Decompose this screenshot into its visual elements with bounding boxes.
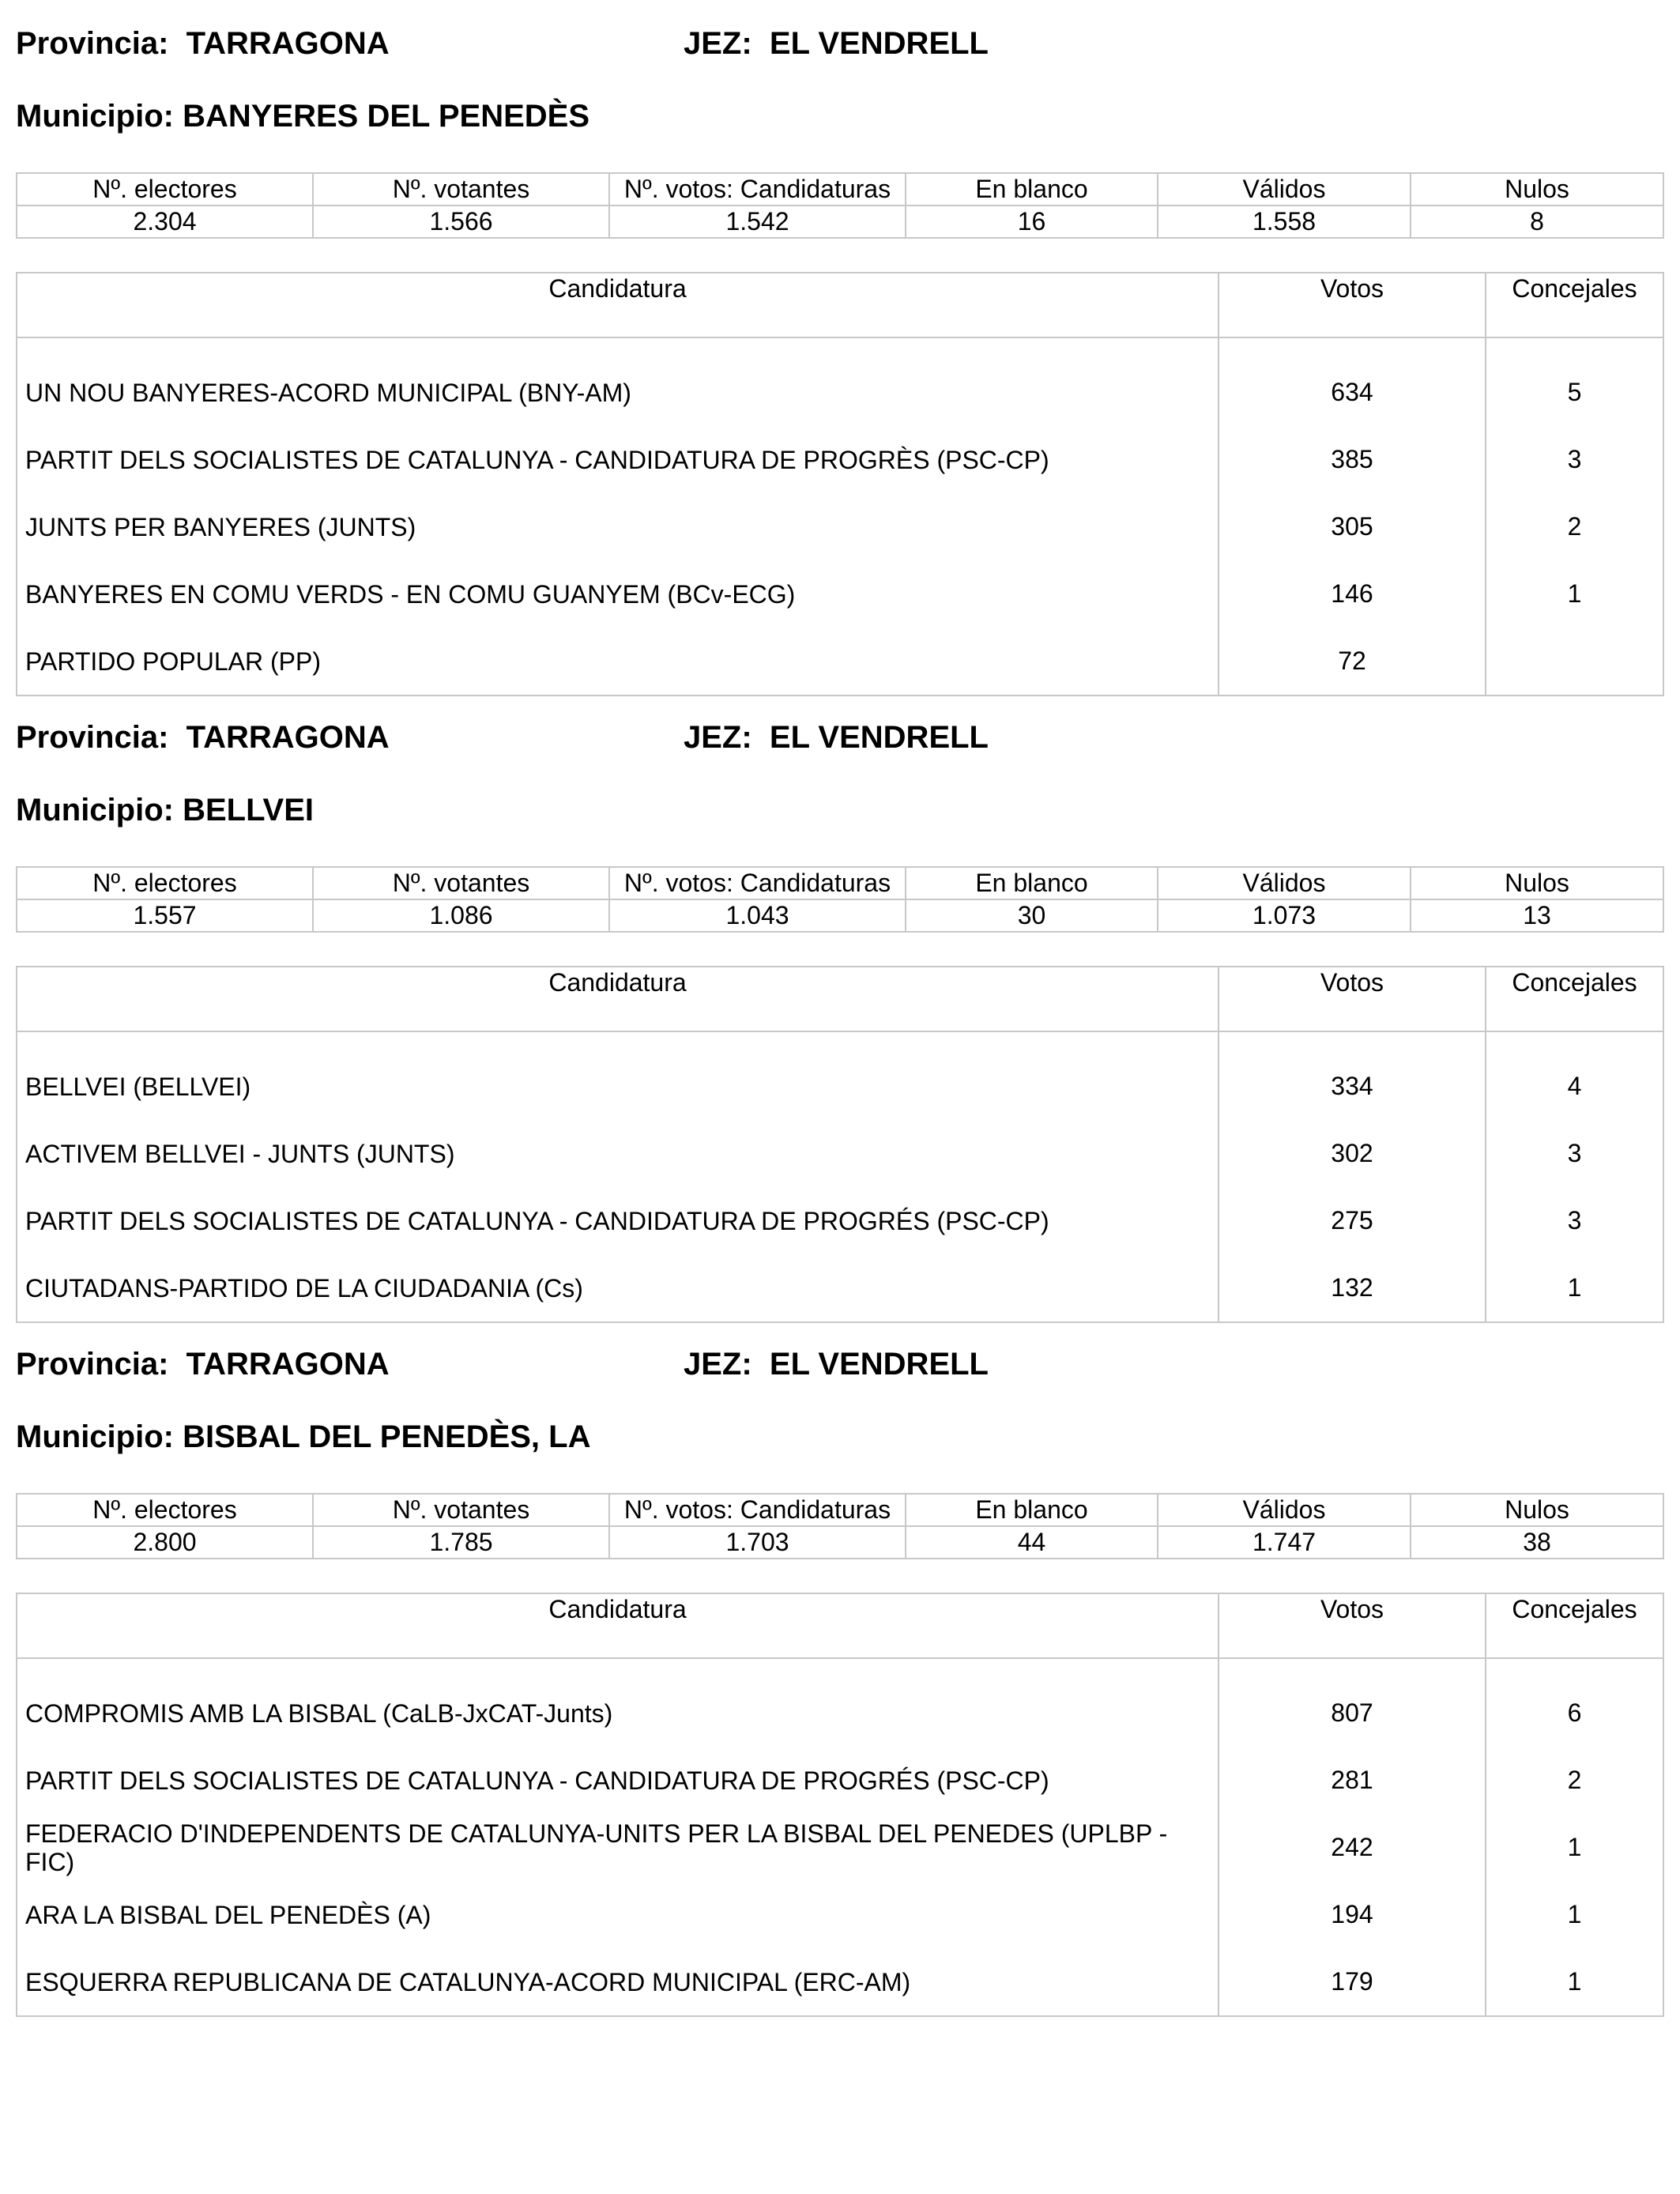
cand-name: COMPROMIS AMB LA BISBAL (CaLB-JxCAT-Junts) [17, 1679, 1219, 1747]
cand-header: Concejales [1486, 967, 1663, 1031]
cand-votes: 146 [1219, 560, 1486, 628]
stats-header: Válidos [1158, 867, 1411, 899]
table-row [17, 1187, 1663, 1254]
stats-header: Nulos [1411, 1494, 1663, 1526]
table-row [17, 1254, 1663, 1322]
stats-header: En blanco [906, 1494, 1158, 1526]
cand-votes: 807 [1219, 1679, 1486, 1747]
stats-value: 13 [1411, 899, 1663, 932]
cand-header: Votos [1219, 967, 1486, 1031]
cand-name: BANYERES EN COMU VERDS - EN COMU GUANYEM (BCv-ECG) [17, 560, 1219, 628]
cand-votes: 281 [1219, 1747, 1486, 1814]
stats-value-row [17, 205, 1663, 238]
cand-name: JUNTS PER BANYERES (JUNTS) [17, 493, 1219, 560]
stats-value: 1.785 [313, 1526, 609, 1559]
table-row [17, 426, 1663, 493]
stats-value: 1.566 [313, 205, 609, 238]
cand-seats: 1 [1486, 1814, 1663, 1881]
stats-header: En blanco [906, 867, 1158, 899]
stats-header-row [17, 867, 1663, 899]
stats-header: Válidos [1158, 173, 1411, 205]
spacer-row [17, 337, 1663, 359]
cand-votes: 385 [1219, 426, 1486, 493]
stats-value: 44 [906, 1526, 1158, 1559]
table-row [17, 1881, 1663, 1948]
province: Provincia: TARRAGONA [16, 1347, 390, 1382]
table-row [17, 359, 1663, 426]
cand-header-row [17, 967, 1663, 1031]
stats-value: 1.043 [609, 899, 906, 932]
stats-header: Nulos [1411, 867, 1663, 899]
cand-name: ESQUERRA REPUBLICANA DE CATALUNYA-ACORD MUNICIPAL (ERC-AM) [17, 1948, 1219, 2016]
candidatures-table [16, 1593, 1664, 2017]
province: Provincia: TARRAGONA [16, 26, 390, 61]
cand-seats: 1 [1486, 1948, 1663, 2016]
cand-seats: 6 [1486, 1679, 1663, 1747]
spacer-row [17, 1658, 1663, 1679]
table-row [17, 1679, 1663, 1747]
municipality-title: Municipio: BELLVEI [16, 793, 315, 827]
cand-votes: 302 [1219, 1120, 1486, 1187]
stats-value-row [17, 1526, 1663, 1559]
cand-seats: 1 [1486, 560, 1663, 628]
stats-value: 2.304 [17, 205, 313, 238]
cand-votes: 179 [1219, 1948, 1486, 2016]
candidatures-table [16, 272, 1664, 696]
cand-seats: 2 [1486, 1747, 1663, 1814]
stats-value-row [17, 899, 1663, 932]
stats-value: 1.703 [609, 1526, 906, 1559]
stats-header: Nº. electores [17, 1494, 313, 1526]
stats-value: 1.542 [609, 205, 906, 238]
cand-seats [1486, 628, 1663, 696]
cand-header-row [17, 1593, 1663, 1658]
stats-table [16, 172, 1664, 239]
cand-header: Concejales [1486, 273, 1663, 337]
stats-value: 30 [906, 899, 1158, 932]
jez: JEZ: EL VENDRELL [684, 26, 989, 61]
cand-header: Votos [1219, 1593, 1486, 1658]
cand-votes: 275 [1219, 1187, 1486, 1254]
cand-seats: 2 [1486, 493, 1663, 560]
cand-header: Votos [1219, 273, 1486, 337]
cand-name: ARA LA BISBAL DEL PENEDÈS (A) [17, 1881, 1219, 1948]
cand-votes: 305 [1219, 493, 1486, 560]
stats-value: 1.558 [1158, 205, 1411, 238]
cand-name: PARTIDO POPULAR (PP) [17, 628, 1219, 696]
cand-votes: 194 [1219, 1881, 1486, 1948]
jez: JEZ: EL VENDRELL [684, 720, 989, 755]
stats-header: Válidos [1158, 1494, 1411, 1526]
cand-name: PARTIT DELS SOCIALISTES DE CATALUNYA - CANDIDATURA DE PROGRÈS (PSC-CP) [17, 426, 1219, 493]
stats-value: 16 [906, 205, 1158, 238]
jez: JEZ: EL VENDRELL [684, 1347, 989, 1382]
cand-name: PARTIT DELS SOCIALISTES DE CATALUNYA - CANDIDATURA DE PROGRÉS (PSC-CP) [17, 1187, 1219, 1254]
stats-value: 8 [1411, 205, 1663, 238]
cand-seats: 3 [1486, 1120, 1663, 1187]
stats-value: 38 [1411, 1526, 1663, 1559]
stats-header: Nº. votantes [313, 1494, 609, 1526]
stats-header: Nº. votos: Candidaturas [609, 1494, 906, 1526]
spacer-row [17, 1031, 1663, 1053]
stats-header: Nº. votos: Candidaturas [609, 173, 906, 205]
province-line [16, 20, 1663, 67]
stats-value: 1.557 [17, 899, 313, 932]
stats-header: Nº. votos: Candidaturas [609, 867, 906, 899]
candidatures-table [16, 966, 1664, 1323]
table-row [17, 1948, 1663, 2016]
province-line [16, 1340, 1663, 1388]
table-row [17, 493, 1663, 560]
stats-table [16, 1493, 1664, 1559]
province-line [16, 714, 1663, 761]
stats-value: 2.800 [17, 1526, 313, 1559]
cand-header: Candidatura [17, 967, 1219, 1031]
stats-header-row [17, 1494, 1663, 1526]
cand-header: Candidatura [17, 1593, 1219, 1658]
cand-votes: 634 [1219, 359, 1486, 426]
cand-votes: 242 [1219, 1814, 1486, 1881]
stats-header: Nº. electores [17, 173, 313, 205]
cand-votes: 334 [1219, 1053, 1486, 1120]
stats-header: Nº. electores [17, 867, 313, 899]
province: Provincia: TARRAGONA [16, 720, 390, 755]
cand-seats: 3 [1486, 1187, 1663, 1254]
cand-seats: 3 [1486, 426, 1663, 493]
cand-seats: 4 [1486, 1053, 1663, 1120]
table-row [17, 1814, 1663, 1881]
stats-value: 1.086 [313, 899, 609, 932]
cand-votes: 132 [1219, 1254, 1486, 1322]
cand-votes: 72 [1219, 628, 1486, 696]
cand-name: CIUTADANS-PARTIDO DE LA CIUDADANIA (Cs) [17, 1254, 1219, 1322]
table-row [17, 560, 1663, 628]
table-row [17, 1747, 1663, 1814]
table-row [17, 1120, 1663, 1187]
cand-header: Concejales [1486, 1593, 1663, 1658]
cand-seats: 1 [1486, 1881, 1663, 1948]
cand-name: PARTIT DELS SOCIALISTES DE CATALUNYA - CANDIDATURA DE PROGRÉS (PSC-CP) [17, 1747, 1219, 1814]
stats-header: En blanco [906, 173, 1158, 205]
municipality-title: Municipio: BANYERES DEL PENEDÈS [16, 99, 590, 134]
stats-header: Nulos [1411, 173, 1663, 205]
stats-header-row [17, 173, 1663, 205]
municipality-title: Municipio: BISBAL DEL PENEDÈS, LA [16, 1419, 591, 1454]
cand-header: Candidatura [17, 273, 1219, 337]
cand-header-row [17, 273, 1663, 337]
cand-name: UN NOU BANYERES-ACORD MUNICIPAL (BNY-AM) [17, 359, 1219, 426]
cand-name: FEDERACIO D'INDEPENDENTS DE CATALUNYA-UNITS PER LA BISBAL DEL PENEDES (UPLBP - FIC) [17, 1814, 1219, 1881]
cand-name: BELLVEI (BELLVEI) [17, 1053, 1219, 1120]
stats-value: 1.073 [1158, 899, 1411, 932]
cand-seats: 5 [1486, 359, 1663, 426]
stats-header: Nº. votantes [313, 867, 609, 899]
table-row [17, 628, 1663, 696]
cand-seats: 1 [1486, 1254, 1663, 1322]
cand-name: ACTIVEM BELLVEI - JUNTS (JUNTS) [17, 1120, 1219, 1187]
stats-value: 1.747 [1158, 1526, 1411, 1559]
table-row [17, 1053, 1663, 1120]
stats-header: Nº. votantes [313, 173, 609, 205]
stats-table [16, 866, 1664, 933]
